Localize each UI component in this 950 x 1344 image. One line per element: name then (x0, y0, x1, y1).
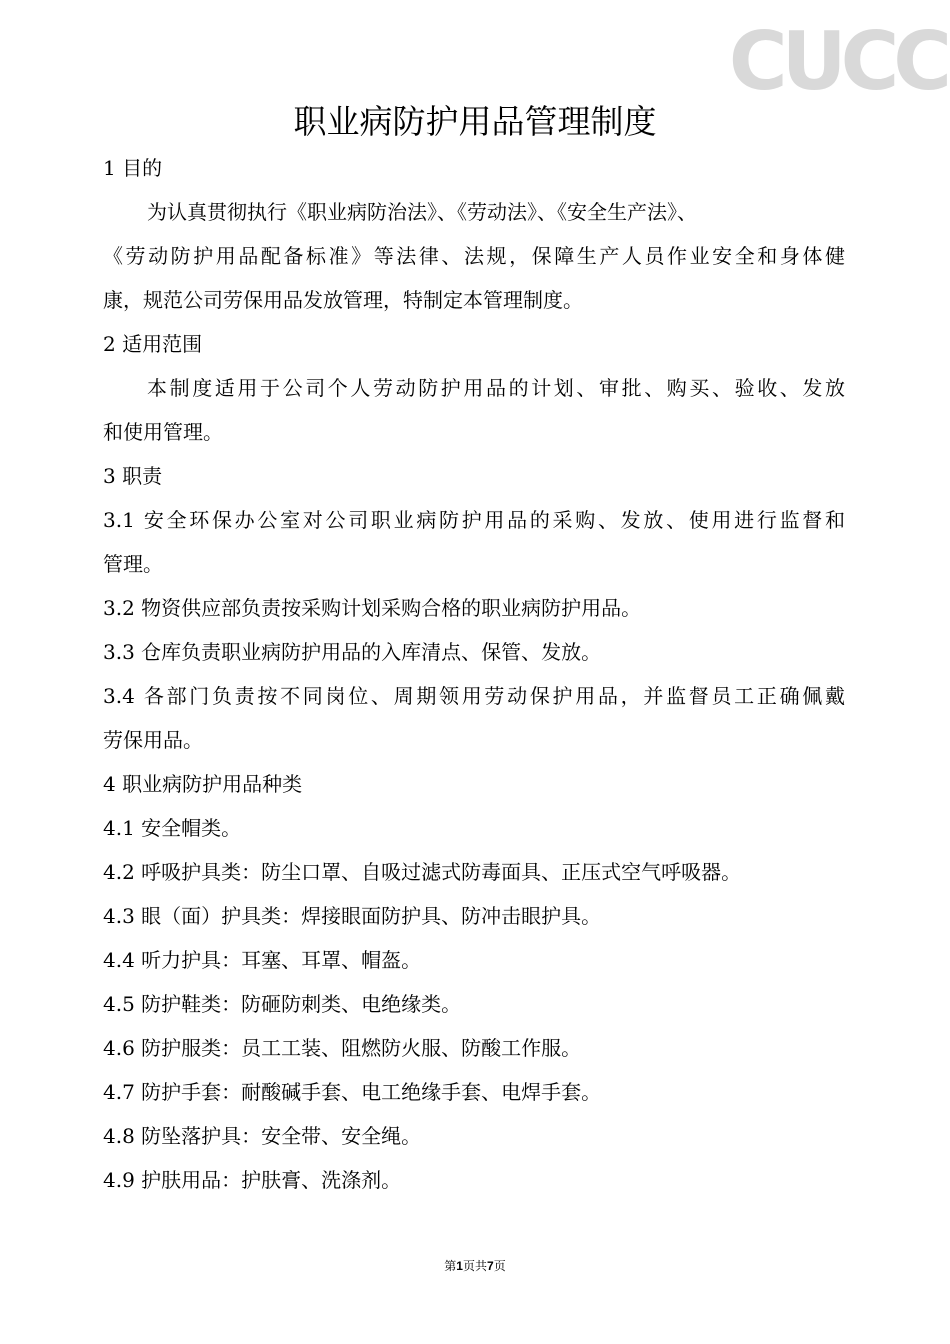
body-line: 4.3 眼（面）护具类：焊接眼面防护具、防冲击眼护具。 (103, 904, 602, 928)
body-line: 管理。 (103, 552, 163, 576)
body-line: 康，规范公司劳保用品发放管理，特制定本管理制度。 (103, 288, 583, 312)
footer-prefix: 第 (444, 1259, 457, 1273)
page-footer (0, 1258, 950, 1274)
footer-page-number: 1 (456, 1259, 463, 1273)
body-line: 4.4 听力护具：耳塞、耳罩、帽盔。 (103, 948, 422, 972)
body-line: 4.1 安全帽类。 (103, 816, 242, 840)
body-line: 3.3 仓库负责职业病防护用品的入库清点、保管、发放。 (103, 640, 602, 664)
body-line: 本制度适用于公司个人劳动防护用品的计划、审批、购买、验收、发放 (147, 376, 845, 400)
body-line: 4.7 防护手套：耐酸碱手套、电工绝缘手套、电焊手套。 (103, 1080, 602, 1104)
footer-suffix: 页 (493, 1259, 506, 1273)
body-line: 4.5 防护鞋类：防砸防刺类、电绝缘类。 (103, 992, 462, 1016)
cucc-watermark-logo: CUCC (728, 15, 946, 108)
body-line: 3.4 各部门负责按不同岗位、周期领用劳动保护用品，并监督员工正确佩戴 (103, 684, 845, 708)
body-line: 4 职业病防护用品种类 (103, 772, 303, 796)
body-line: 3.2 物资供应部负责按采购计划采购合格的职业病防护用品。 (103, 596, 642, 620)
body-line: 4.2 呼吸护具类：防尘口罩、自吸过滤式防毒面具、正压式空气呼吸器。 (103, 860, 742, 884)
body-line: 4.9 护肤用品：护肤膏、洗涤剂。 (103, 1168, 402, 1192)
body-line: 3.1 安全环保办公室对公司职业病防护用品的采购、发放、使用进行监督和 (103, 508, 845, 532)
body-line: 《劳动防护用品配备标准》等法律、法规，保障生产人员作业安全和身体健 (103, 244, 845, 268)
body-line: 1 目的 (103, 156, 163, 180)
body-line: 为认真贯彻执行《职业病防治法》、《劳动法》、《安全生产法》、 (147, 200, 697, 224)
body-line: 4.6 防护服类：员工工装、阻燃防火服、防酸工作服。 (103, 1036, 582, 1060)
footer-total-pages: 7 (487, 1259, 494, 1273)
body-line: 4.8 防坠落护具：安全带、安全绳。 (103, 1124, 422, 1148)
body-line: 2 适用范围 (103, 332, 203, 356)
body-line: 3 职责 (103, 464, 163, 488)
document-body (103, 146, 845, 1202)
body-line: 劳保用品。 (103, 728, 203, 752)
document-title: 职业病防护用品管理制度 (293, 102, 657, 141)
footer-middle: 页共 (462, 1259, 487, 1273)
body-line: 和使用管理。 (103, 420, 223, 444)
